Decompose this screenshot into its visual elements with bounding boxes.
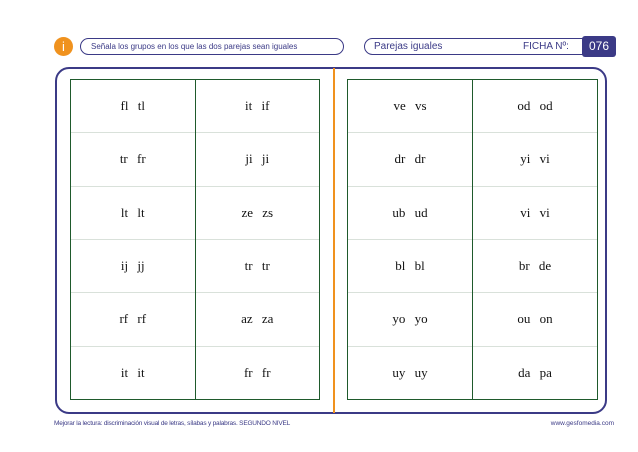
right-table-column-2 xyxy=(472,80,597,399)
pair-cell[interactable]: fr fr xyxy=(196,346,320,399)
info-icon: i xyxy=(54,37,73,56)
pair-cell[interactable]: uy uy xyxy=(348,346,472,399)
pair-cell[interactable]: ve vs xyxy=(393,98,427,114)
pair-cell[interactable]: bl bl xyxy=(348,239,472,292)
pair-cell[interactable]: tr tr xyxy=(196,239,320,292)
pair-cell[interactable]: it if xyxy=(245,98,270,114)
right-table-column-1 xyxy=(348,80,472,399)
pair-cell[interactable]: ub ud xyxy=(348,186,472,239)
ficha-number: 076 xyxy=(582,36,616,57)
pair-cell[interactable]: ou on xyxy=(473,292,597,345)
instruction-text: Señala los grupos en los que las dos parejas sean iguales xyxy=(91,42,298,51)
pair-cell[interactable]: it it xyxy=(71,346,195,399)
pair-cell[interactable]: yo yo xyxy=(348,292,472,345)
footer-description: Mejorar la lectura: discriminación visual de letras, sílabas y palabras. SEGUNDO NIVEL xyxy=(54,420,291,427)
pair-cell[interactable]: ze zs xyxy=(196,186,320,239)
pair-cell[interactable]: lt lt xyxy=(71,186,195,239)
left-table-column-1 xyxy=(71,80,195,399)
center-divider xyxy=(333,68,335,413)
pair-cell[interactable]: fl tl xyxy=(120,98,145,114)
pair-cell[interactable]: od od xyxy=(517,98,553,114)
title-box xyxy=(364,38,608,55)
page-title: Parejas iguales xyxy=(374,41,443,52)
right-table xyxy=(347,79,598,400)
instruction-box xyxy=(80,38,344,55)
ficha-label: FICHA Nº: xyxy=(523,41,569,52)
pair-cell[interactable]: ji ji xyxy=(196,132,320,185)
pair-cell[interactable]: ij jj xyxy=(71,239,195,292)
left-table xyxy=(70,79,320,400)
pair-cell[interactable]: tr fr xyxy=(71,132,195,185)
pair-cell[interactable]: yi vi xyxy=(473,132,597,185)
pair-cell[interactable]: rf rf xyxy=(71,292,195,345)
pair-cell[interactable]: vi vi xyxy=(473,186,597,239)
footer-website-link[interactable]: www.gesfomedia.com xyxy=(550,420,614,427)
pair-cell[interactable]: br de xyxy=(473,239,597,292)
left-table-column-2 xyxy=(195,80,320,399)
pair-cell[interactable]: az za xyxy=(196,292,320,345)
pair-cell[interactable]: da pa xyxy=(473,346,597,399)
pair-cell[interactable]: dr dr xyxy=(348,132,472,185)
